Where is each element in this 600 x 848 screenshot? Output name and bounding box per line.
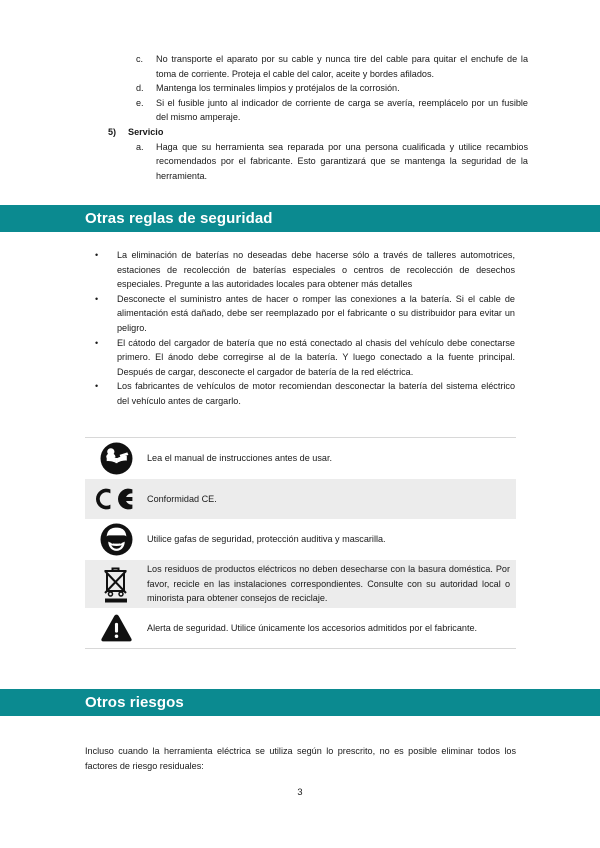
bullet-glyph: • [95, 293, 99, 304]
symbol-legend-table [85, 437, 516, 649]
section-heading-otros-riesgos [0, 689, 600, 716]
ordered-list [0, 52, 600, 183]
bullet-glyph: • [95, 250, 99, 260]
section-title: Otros riesgos [85, 694, 184, 711]
section-heading-otras-reglas [0, 205, 600, 232]
list-item [0, 81, 600, 96]
list-text: No transporte el aparato por su cable y nunca tire del cable para quitar el enchufe de la toma de corriente. Proteja el cable del calor, aceite y bordes afilados. [156, 54, 528, 79]
bullet-glyph: • [95, 337, 99, 348]
list-item-servicio [0, 125, 600, 140]
otros-riesgos-paragraph: Incluso cuando la herramienta eléctrica se utiliza según lo prescrito, no es posible eliminar todos los factores de riesgo residuales: [85, 746, 516, 771]
list-marker: c. [136, 54, 144, 64]
list-marker: 5) [108, 126, 117, 137]
bullet-text: Los fabricantes de vehículos de motor recomiendan desconectar la batería del sistema eléctrico del vehículo antes de cargarlo. [117, 381, 515, 406]
list-item [0, 140, 600, 184]
section-title: Otras reglas de seguridad [85, 210, 273, 227]
list-item [0, 96, 600, 125]
ppe-goggles-mask-icon [85, 519, 147, 560]
list-text: Haga que su herramienta sea reparada por una persona cualificada y utilice recambios recomendados por el fabricante. Esto garantizará que se mantenga la seguridad de la herramienta. [156, 141, 528, 181]
list-marker: e. [136, 97, 144, 108]
table-row [85, 560, 516, 608]
safety-rules-continued-list [0, 52, 600, 183]
bullet-item [0, 248, 600, 292]
page-number: 3 [297, 787, 303, 797]
bullet-text: El cátodo del cargador de batería que no está conectado al chasis del vehículo debe conectarse primero. El ánodo debe corregirse al de la batería. Y luego conectado a la fuente principal. Después de cargar, desconecte el cargador de batería de la red eléctrica. [117, 337, 515, 377]
list-marker: a. [136, 141, 144, 152]
ce-mark-icon [85, 482, 147, 516]
table-row [85, 479, 516, 519]
other-safety-rules-bullets [0, 248, 600, 409]
table-row [85, 608, 516, 648]
bullet-text: La eliminación de baterías no deseadas debe hacerse sólo a través de talleres automotrices, estaciones de recolección de baterías especiales o centros de recolección de desechos especiales. Pregunte a las autoridades locales para obtener más detalles [117, 250, 515, 290]
list-marker: d. [136, 83, 144, 94]
bullet-text: Desconecte el suministro antes de hacer o romper las conexiones a la batería. Si el cable de alimentación está dañado, debe ser reemplazado por el fabricante o su distribuidor para evitar un peligro. [117, 293, 515, 333]
bullet-item [0, 379, 600, 408]
list-text: Servicio [128, 126, 164, 137]
weee-crossed-bin-icon [85, 560, 147, 608]
symbol-description: Los residuos de productos eléctricos no deben desecharse con la basura doméstica. Por favor, recicle en las instalaciones correspondientes. Consulte con su autoridad local o minorista para obtener consejos de reciclaje. [147, 564, 510, 604]
symbol-description: Utilice gafas de seguridad, protección auditiva y mascarilla. [147, 534, 386, 545]
list-item [0, 52, 600, 81]
read-manual-icon [85, 438, 147, 479]
warning-triangle-icon [85, 609, 147, 647]
list-text: Mantenga los terminales limpios y protéjalos de la corrosión. [156, 83, 400, 94]
bullet-glyph: • [95, 381, 99, 392]
symbol-description: Alerta de seguridad. Utilice únicamente los accesorios admitidos por el fabricante. [147, 622, 478, 633]
table-row [85, 438, 516, 479]
list-text: Si el fusible junto al indicador de corriente de carga se avería, reemplácelo por un fusible del mismo amperaje. [156, 97, 528, 123]
bullet-item [0, 336, 600, 380]
symbol-description: Lea el manual de instrucciones antes de usar. [147, 453, 333, 464]
table-row [85, 519, 516, 560]
bullet-item [0, 292, 600, 336]
symbol-description: Conformidad CE. [147, 493, 217, 504]
